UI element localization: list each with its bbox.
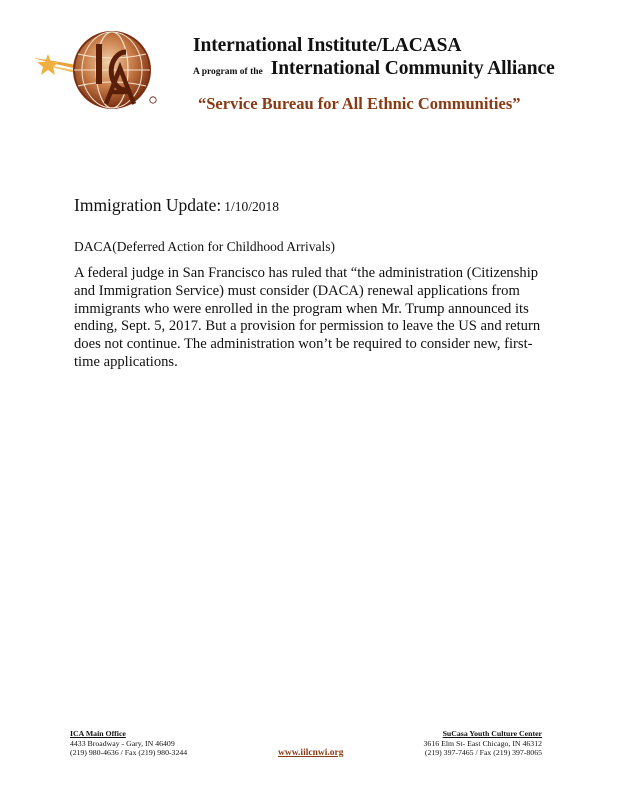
organization-title: International Institute/LACASA	[193, 35, 462, 56]
main-office-phone: (219) 980-4636 / Fax (219) 980-3244	[70, 748, 188, 758]
update-date: 1/10/2018	[224, 199, 280, 214]
youth-center-address: 3616 Elm St- East Chicago, IN 46312	[423, 738, 542, 748]
youth-center-title: SuCasa Youth Culture Center	[442, 729, 542, 738]
footer-youth-center	[424, 729, 542, 758]
website-link[interactable]: www.iilcnwi.org	[278, 748, 344, 758]
update-heading-label: Immigration Update:	[74, 195, 222, 215]
main-office-address: 4433 Broadway - Gary, IN 46409	[70, 738, 175, 748]
update-topic: DACA(Deferred Action for Childhood Arrivals)	[74, 239, 335, 254]
youth-center-phone: (219) 397-7465 / Fax (219) 397-8065	[424, 748, 542, 758]
footer-main-office	[70, 729, 187, 758]
slogan: “Service Bureau for All Ethnic Communities”	[198, 94, 521, 113]
parent-organization-line	[193, 58, 555, 80]
main-office-title: ICA Main Office	[70, 729, 126, 738]
program-prefix: A program of the	[193, 67, 263, 77]
update-body: A federal judge in San Francisco has ruled that “the administration (Citizenship and Immigration Service) must consider (DACA) renewal applications from immigrants who were enrolled in the program when Mr. Trump announced its ending, Sept. 5, 2017. But a provision for permission to leave the US and return does not continue. The administration won’t be required to consider new, first- time applications.	[74, 265, 541, 370]
update-heading	[74, 195, 279, 216]
parent-organization-name: International Community Alliance	[270, 58, 555, 79]
ica-globe-logo-icon	[30, 28, 160, 112]
